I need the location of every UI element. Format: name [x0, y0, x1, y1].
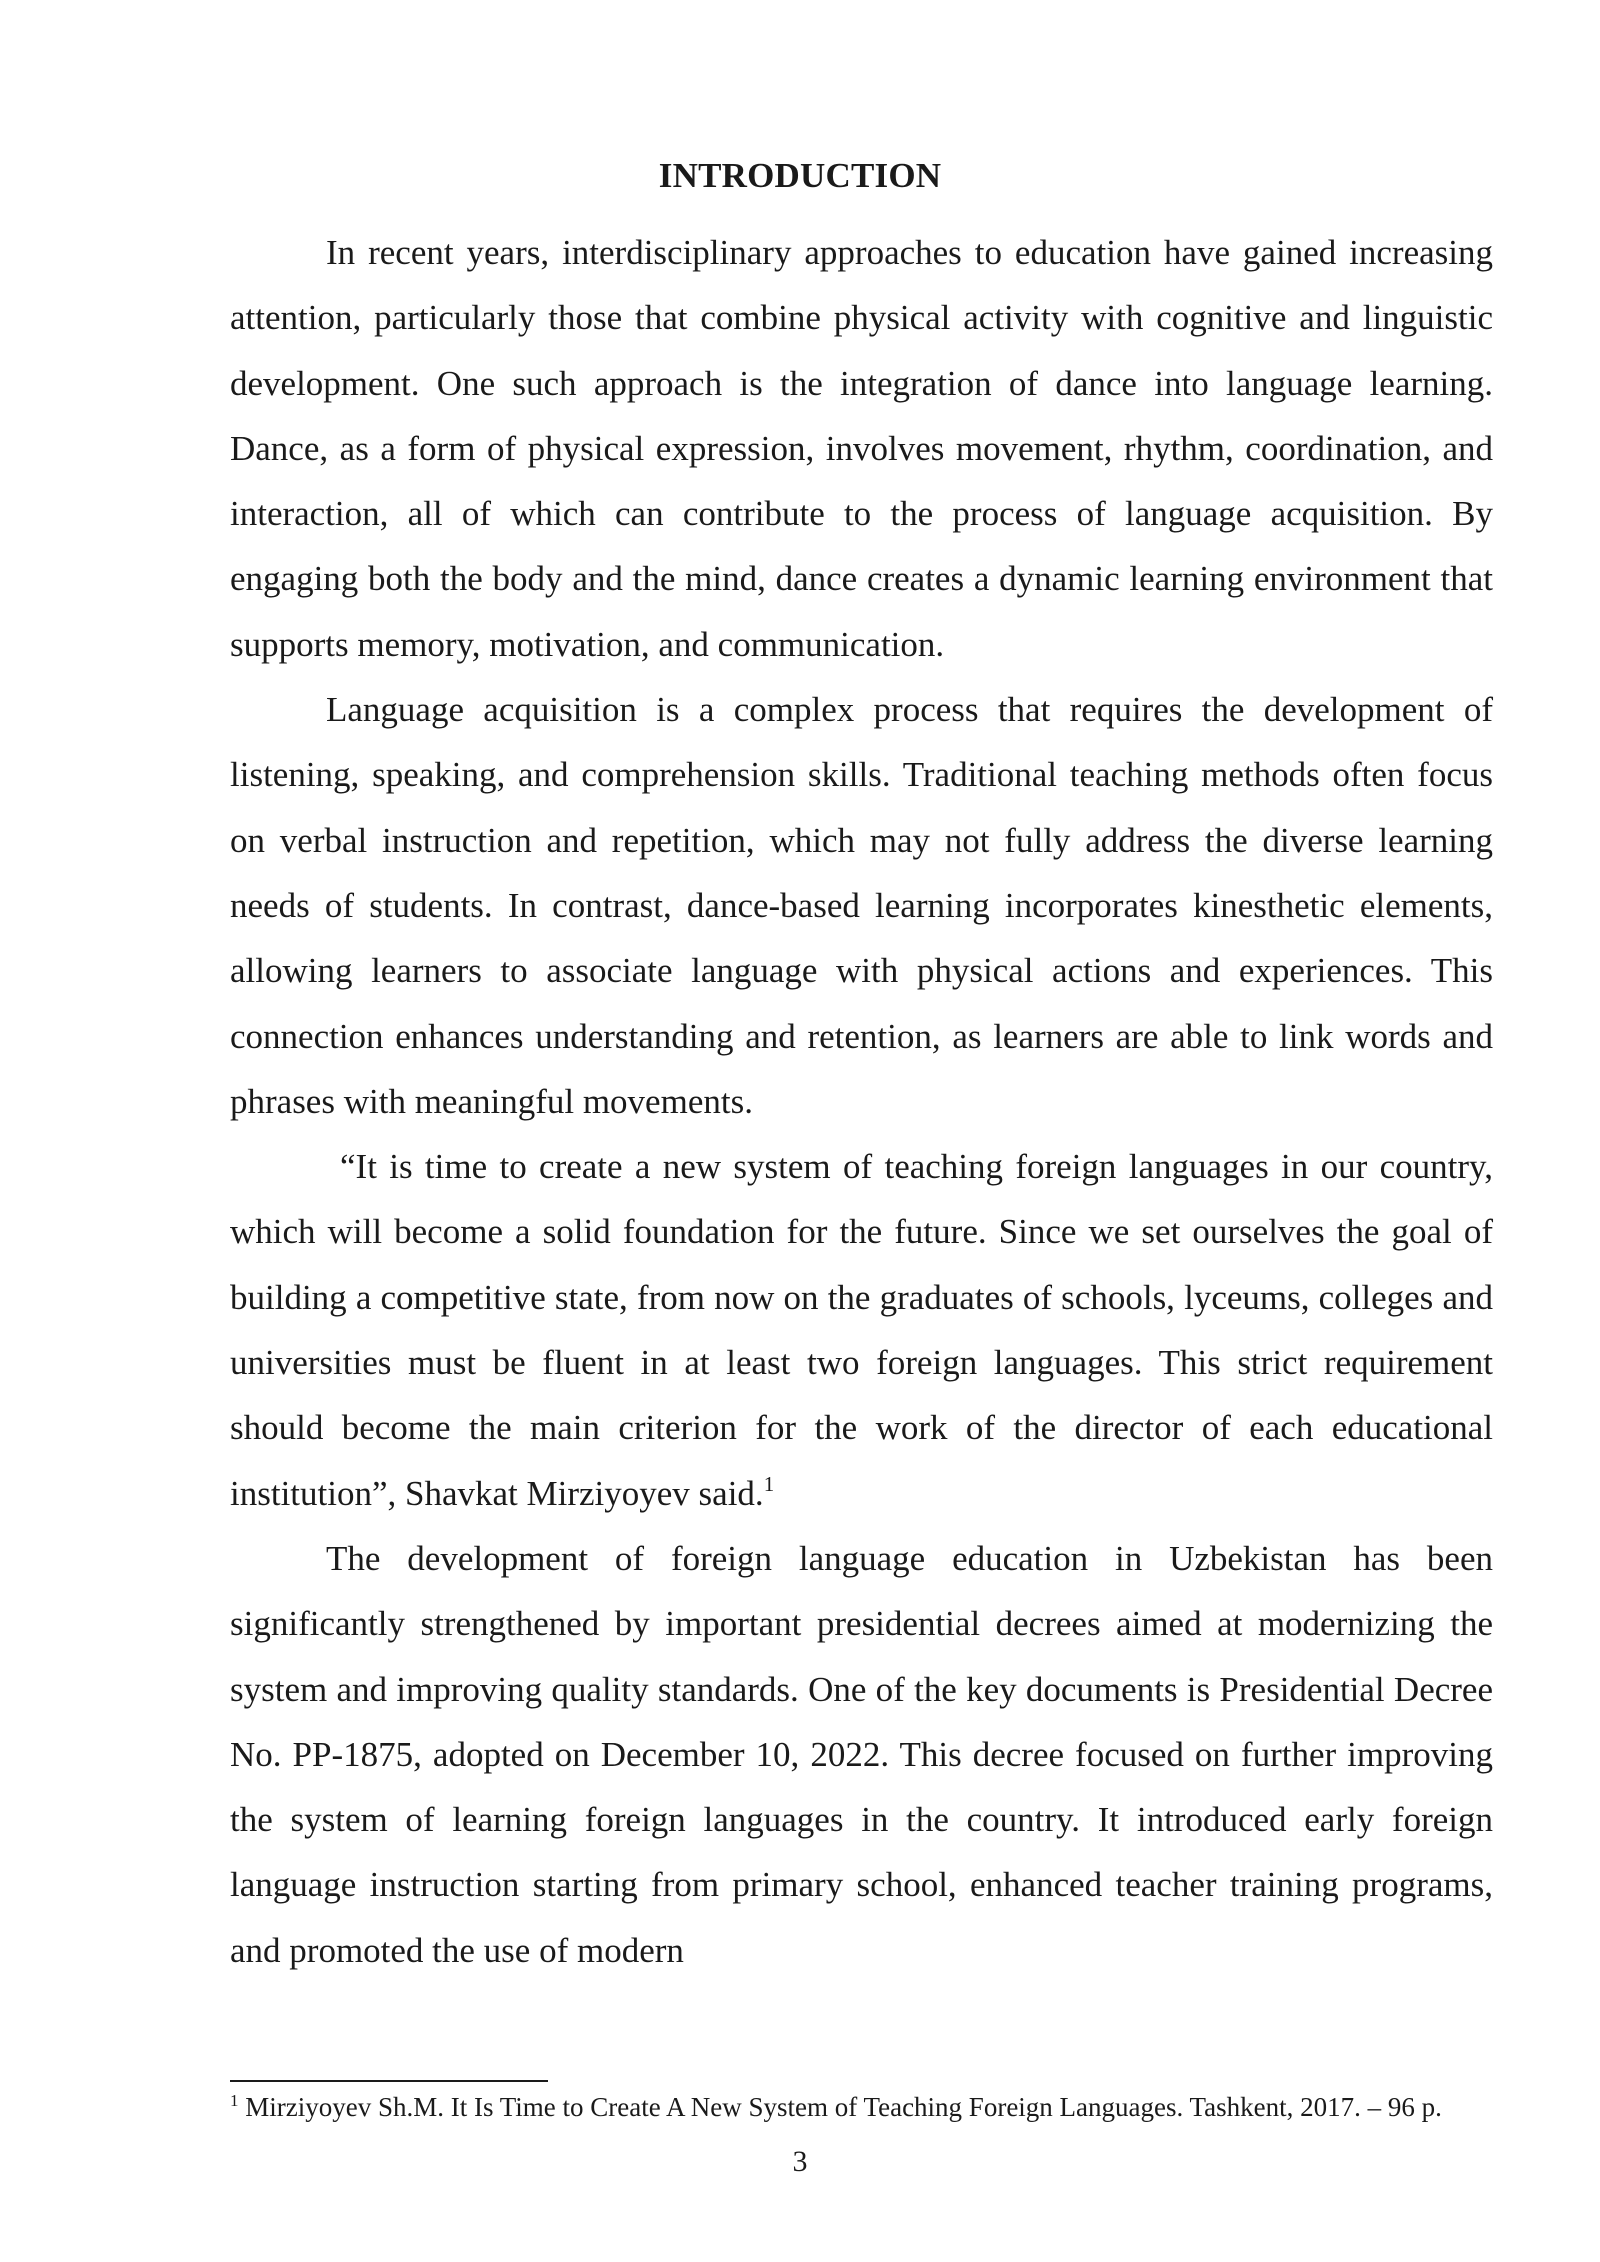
- paragraph-2: Language acquisition is a complex process that requires the development of listening, speaking, and comprehension skills. Traditional teaching methods often focus on verbal instruction and repetition, which may not fully address the diverse learning needs of students. In contrast, dance-based learning incorporates kinesthetic elements, allowing learners to associate language with physical actions and experiences. This connection enhances understanding and retention, as learners are able to link words and phrases with meaningful movements.: [230, 690, 1493, 1121]
- paragraph-1: In recent years, interdisciplinary approaches to education have gained increasing attention, particularly those that combine physical activity with cognitive and linguistic development. One such approach is the integration of dance into language learning. Dance, as a form of physical expression, involves movement, rhythm, coordination, and interaction, all of which can contribute to the process of language acquisition. By engaging both the body and the mind, dance creates a dynamic learning environment that supports memory, motivation, and communication.: [230, 233, 1493, 664]
- body-text: [230, 220, 1493, 1983]
- footnote-separator: [230, 2080, 548, 2082]
- paragraph-3-quote: [230, 1134, 1493, 1526]
- footnote-reference[interactable]: 1: [763, 1471, 775, 1496]
- page-number: 3: [792, 2145, 808, 2178]
- paragraph-4: The development of foreign language education in Uzbekistan has been significantly strengthened by important presidential decrees aimed at modernizing the system and improving quality standards. One of the key documents is Presidential Decree No. PP-1875, adopted on December 10, 2022. This decree focused on further improving the system of learning foreign languages in the country. It introduced early foreign language instruction starting from primary school, enhanced teacher training programs, and promoted the use of modern: [230, 1538, 1493, 1970]
- quote-text: “It is time to create a new system of teaching foreign languages in our country, which will become a solid foundation for the future. Since we set ourselves the goal of building a competitive state, from now on the graduates of schools, lyceums, colleges and universities must be fluent in at least two foreign languages. This strict requirement should become the main criterion for the work of the director of each educational institution”, Shavkat Mirziyoyev said.: [230, 1147, 1493, 1513]
- section-title: INTRODUCTION: [658, 156, 942, 195]
- footnote: [230, 2088, 1493, 2126]
- footnote-text: Mirziyoyev Sh.M. It Is Time to Create A New System of Teaching Foreign Languages. Tashkent, 2017. – 96 p.: [245, 2092, 1442, 2122]
- footnote-marker: 1: [230, 2091, 239, 2110]
